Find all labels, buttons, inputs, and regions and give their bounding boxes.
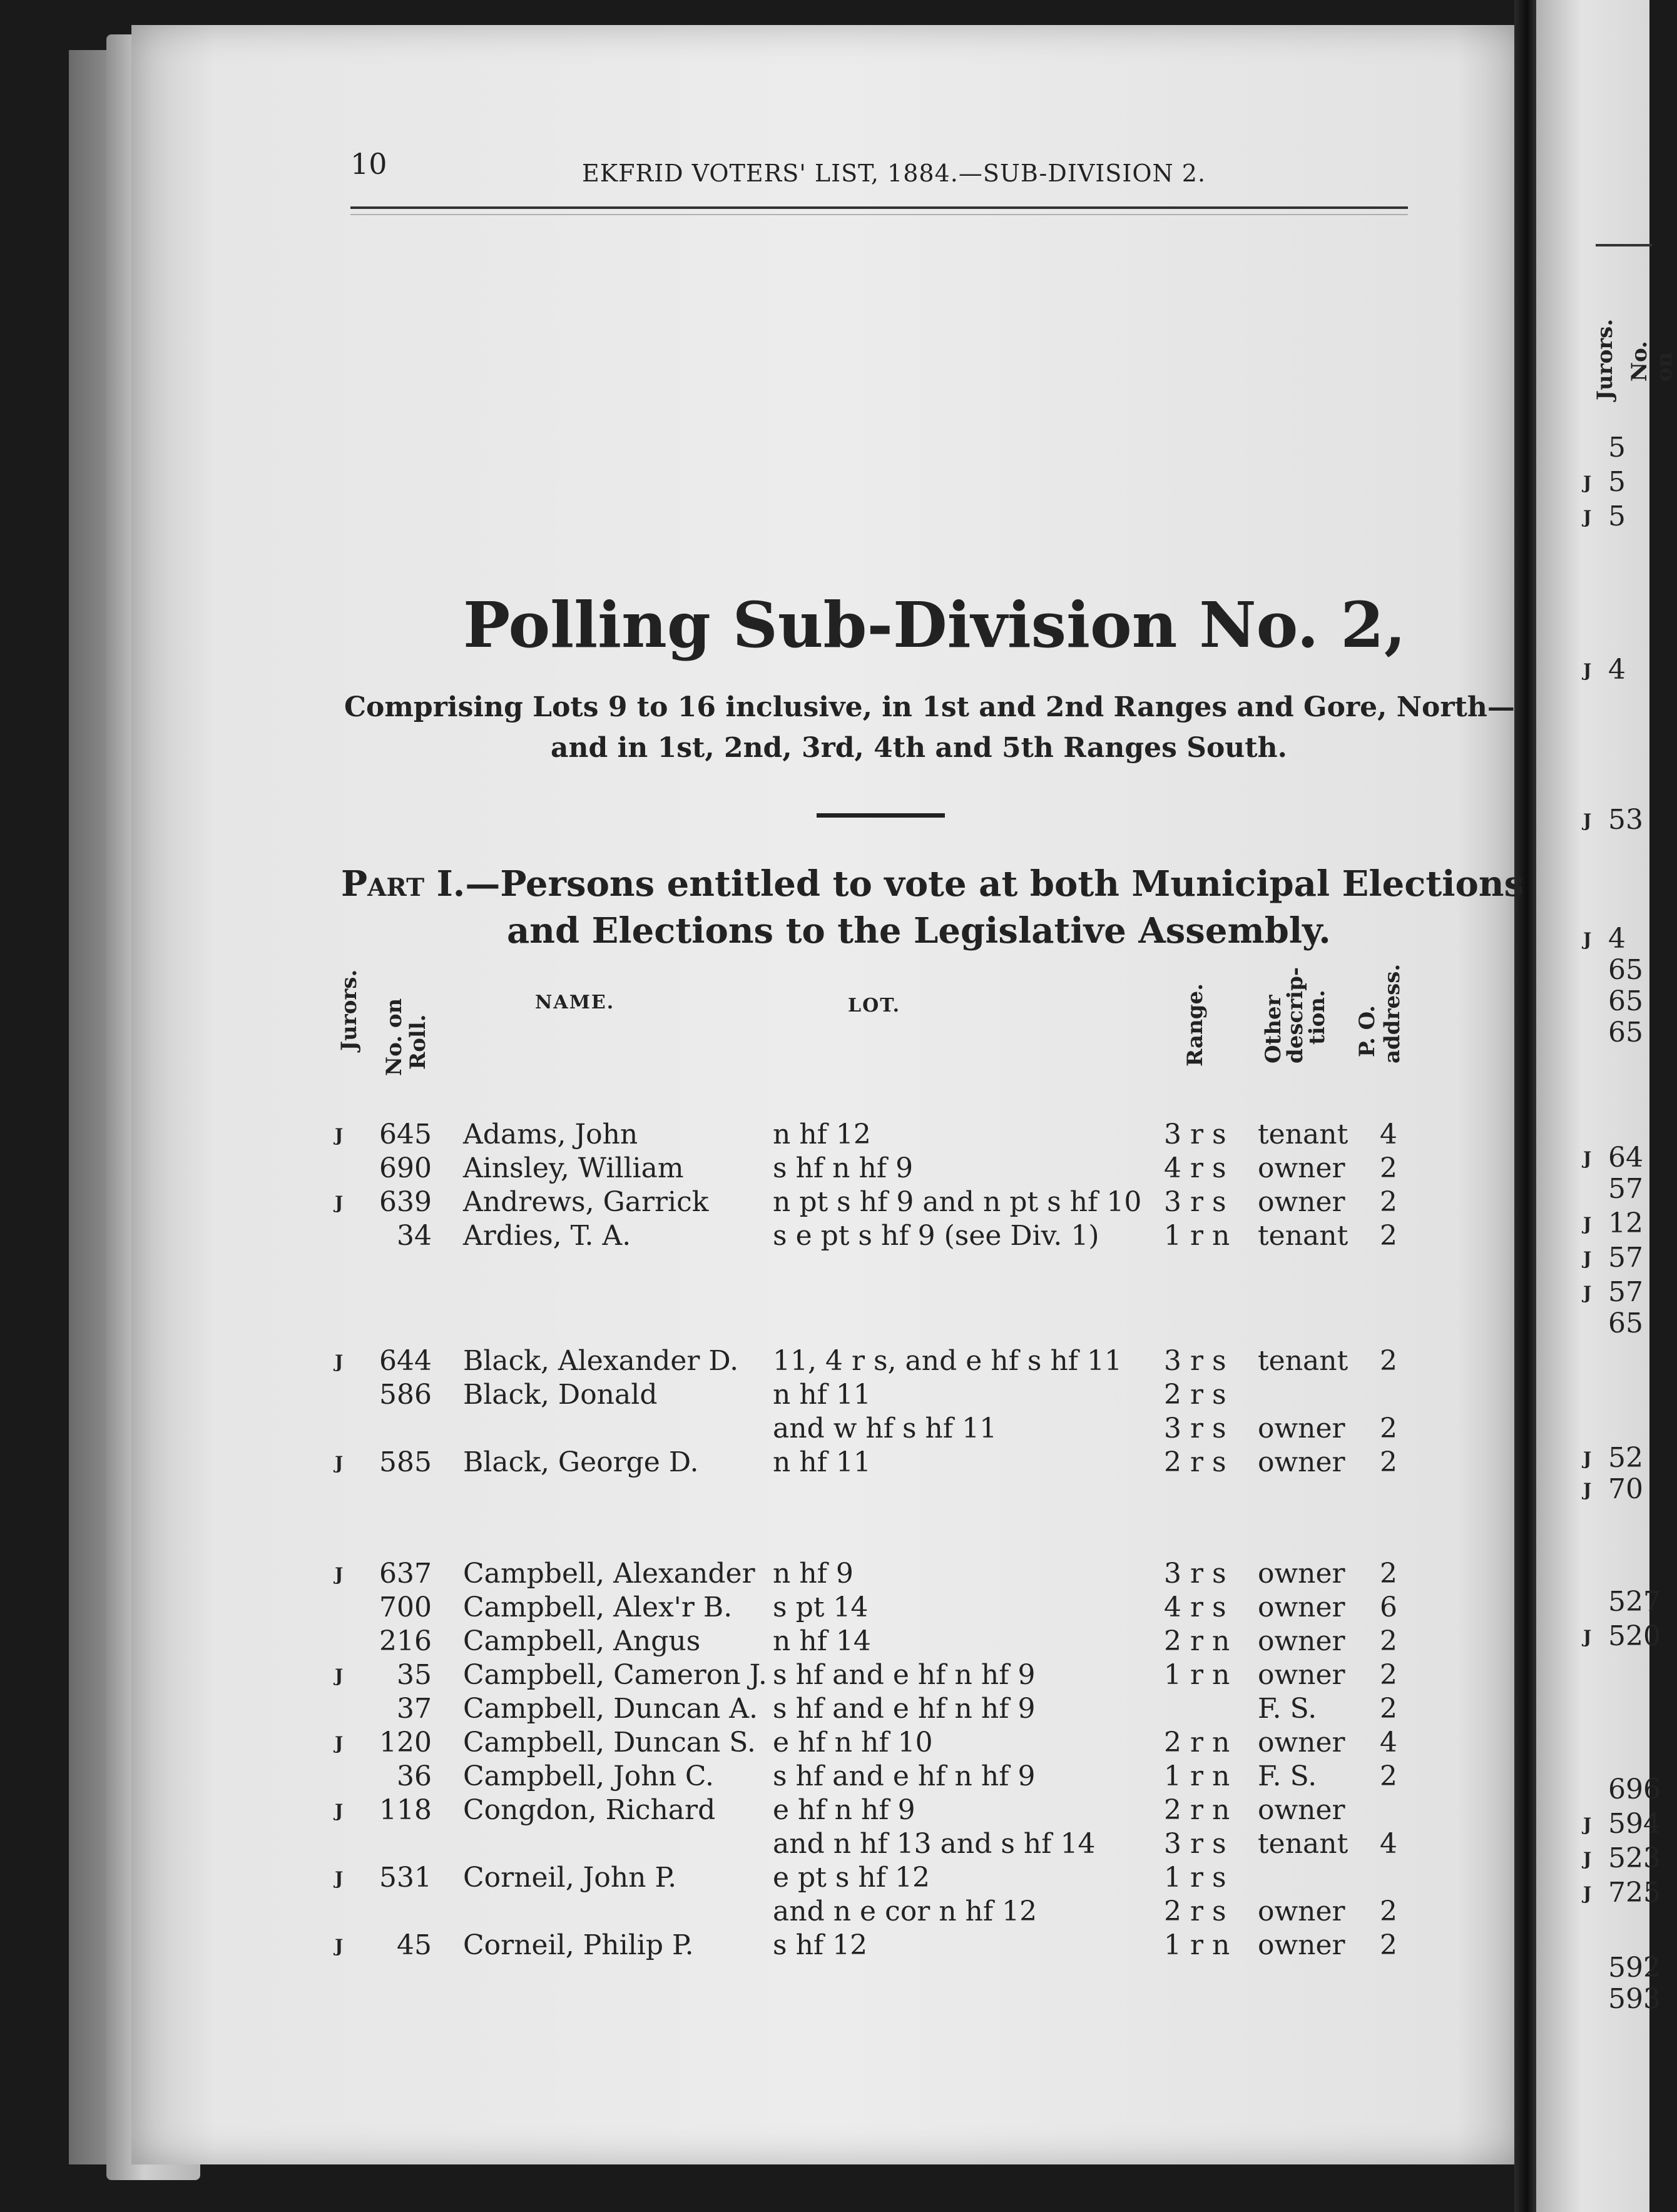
po-address: 2: [1380, 1625, 1397, 1657]
other-description: owner: [1258, 1413, 1345, 1444]
roll-number: 120: [379, 1727, 432, 1758]
lot-description: s e pt s hf 9 (see Div. 1): [773, 1220, 1099, 1252]
col-header-range: Range.: [1183, 983, 1208, 1067]
range-value: 3 r s: [1164, 1558, 1226, 1590]
juror-mark: J: [335, 1453, 344, 1473]
roll-number-fragment: 696: [1608, 1773, 1661, 1805]
juror-mark: J: [335, 1192, 344, 1213]
voter-name: Campbell, Cameron J.: [463, 1659, 767, 1691]
voter-name: Campbell, John C.: [463, 1760, 714, 1792]
col-header-no-on-roll-2: Roll.: [405, 1014, 431, 1070]
section-divider: [817, 813, 945, 818]
roll-number: 118: [379, 1794, 432, 1826]
lot-description: n hf 11: [773, 1379, 871, 1411]
page-title: Polling Sub-Division No. 2,: [463, 588, 1406, 662]
part-heading-line-1: [341, 863, 1524, 905]
po-address: 2: [1380, 1895, 1397, 1927]
juror-mark: J: [1583, 1883, 1592, 1904]
roll-number: 586: [379, 1379, 432, 1411]
juror-mark: J: [335, 1800, 344, 1821]
voter-name: Black, Alexander D.: [463, 1345, 739, 1377]
voter-name: Congdon, Richard: [463, 1794, 716, 1826]
roll-number-fragment: 57: [1608, 1276, 1643, 1308]
roll-number: 34: [397, 1220, 432, 1252]
voter-name: Corneil, Philip P.: [463, 1929, 694, 1961]
lot-description: e pt s hf 12: [773, 1862, 930, 1894]
lot-description: n hf 14: [773, 1625, 871, 1657]
lot-description: s hf 12: [773, 1929, 868, 1961]
lot-description: e hf n hf 9: [773, 1794, 915, 1826]
po-address: 4: [1380, 1727, 1397, 1758]
col-header-po-2: address.: [1380, 963, 1405, 1063]
roll-number: 531: [379, 1862, 432, 1894]
range-value: 4 r s: [1164, 1591, 1226, 1623]
lot-description: n hf 12: [773, 1119, 871, 1150]
range-value: 2 r n: [1164, 1727, 1230, 1758]
col-header-po-1: P. O.: [1355, 1005, 1380, 1057]
roll-number-fragment: 64: [1608, 1142, 1643, 1174]
range-value: 3 r s: [1164, 1413, 1226, 1444]
lot-description: s pt 14: [773, 1591, 869, 1623]
po-address: 2: [1380, 1760, 1397, 1792]
juror-mark: J: [335, 1125, 344, 1145]
other-description: owner: [1258, 1895, 1345, 1927]
voter-name: Black, George D.: [463, 1446, 699, 1478]
roll-number-fragment: 65: [1608, 1307, 1643, 1339]
voter-name: Ardies, T. A.: [463, 1220, 631, 1252]
other-description: tenant: [1258, 1119, 1348, 1150]
lot-description: n pt s hf 9 and n pt s hf 10: [773, 1186, 1142, 1218]
range-value: 1 r n: [1164, 1220, 1230, 1252]
po-address: 4: [1380, 1119, 1397, 1150]
juror-mark: J: [1583, 1849, 1592, 1869]
po-address: 2: [1380, 1446, 1397, 1478]
roll-number: 645: [379, 1119, 432, 1150]
roll-number: 37: [397, 1693, 432, 1725]
other-description: owner: [1258, 1446, 1345, 1478]
range-value: 2 r n: [1164, 1794, 1230, 1826]
roll-number: 644: [379, 1345, 432, 1377]
roll-number-fragment: 57: [1608, 1173, 1643, 1205]
roll-number-fragment: 5: [1608, 432, 1626, 464]
running-title: EKFRID VOTERS' LIST, 1884.—SUB-DIVISION 2.: [582, 160, 1206, 187]
roll-number: 216: [379, 1625, 432, 1657]
roll-number: 35: [397, 1659, 432, 1691]
lot-description: s hf and e hf n hf 9: [773, 1760, 1036, 1792]
po-address: 2: [1380, 1929, 1397, 1961]
other-description: owner: [1258, 1152, 1345, 1184]
juror-mark: J: [1583, 1479, 1592, 1500]
range-value: 3 r s: [1164, 1828, 1226, 1860]
range-value: 3 r s: [1164, 1186, 1226, 1218]
lot-description: 11, 4 r s, and e hf s hf 11: [773, 1345, 1123, 1377]
subtitle-line-2: and in 1st, 2nd, 3rd, 4th and 5th Ranges South.: [551, 732, 1287, 764]
other-description: owner: [1258, 1591, 1345, 1623]
range-value: 2 r s: [1164, 1379, 1226, 1411]
other-description: tenant: [1258, 1345, 1348, 1377]
part-heading-line-2: and Elections to the Legislative Assembly.: [507, 910, 1331, 951]
col-header-lot: LOT.: [848, 995, 901, 1017]
juror-mark: J: [1583, 1148, 1592, 1169]
other-description: owner: [1258, 1794, 1345, 1826]
lot-description: and w hf s hf 11: [773, 1413, 997, 1444]
book-gutter: [1514, 0, 1539, 2212]
po-address: 2: [1380, 1186, 1397, 1218]
roll-number: 639: [379, 1186, 432, 1218]
roll-number: 637: [379, 1558, 432, 1590]
voter-name: Black, Donald: [463, 1379, 658, 1411]
roll-number-fragment: 70: [1608, 1473, 1643, 1505]
voter-name: Ainsley, William: [463, 1152, 684, 1184]
range-value: 2 r s: [1164, 1895, 1226, 1927]
roll-number: 585: [379, 1446, 432, 1478]
roll-number-fragment: 523: [1608, 1842, 1661, 1874]
voter-name: Campbell, Duncan S.: [463, 1727, 756, 1758]
po-address: 4: [1380, 1828, 1397, 1860]
other-description: owner: [1258, 1625, 1345, 1657]
col-header-name: NAME.: [535, 992, 615, 1013]
po-address: 2: [1380, 1220, 1397, 1252]
lot-description: n hf 9: [773, 1558, 854, 1590]
other-description: owner: [1258, 1186, 1345, 1218]
juror-mark: J: [1583, 1248, 1592, 1269]
other-description: tenant: [1258, 1828, 1348, 1860]
roll-number-fragment: 593: [1608, 1983, 1661, 2015]
roll-number-fragment: 725: [1608, 1877, 1661, 1909]
lot-description: and n e cor n hf 12: [773, 1895, 1037, 1927]
lot-description: s hf and e hf n hf 9: [773, 1659, 1036, 1691]
juror-mark: J: [1583, 1626, 1592, 1647]
roll-number-fragment: 594: [1608, 1808, 1661, 1840]
col-header-no-on-roll-1: No. on: [382, 998, 407, 1076]
juror-mark: J: [1583, 929, 1592, 950]
range-value: 3 r s: [1164, 1119, 1226, 1150]
voter-name: Adams, John: [463, 1119, 638, 1150]
part-label: Part I.: [341, 863, 466, 905]
roll-number-fragment: 65: [1608, 1017, 1643, 1048]
lot-description: s hf n hf 9: [773, 1152, 914, 1184]
other-description: owner: [1258, 1929, 1345, 1961]
roll-number-fragment: 5: [1608, 500, 1626, 532]
lot-description: e hf n hf 10: [773, 1727, 933, 1758]
juror-mark: J: [335, 1351, 344, 1372]
other-description: owner: [1258, 1727, 1345, 1758]
roll-number-fragment: 520: [1608, 1620, 1661, 1652]
voter-name: Campbell, Alexander: [463, 1558, 755, 1590]
range-value: 1 r n: [1164, 1929, 1230, 1961]
voter-name: Campbell, Angus: [463, 1625, 701, 1657]
range-value: 4 r s: [1164, 1152, 1226, 1184]
col-header-other-1: Other: [1261, 995, 1286, 1063]
range-value: 1 r n: [1164, 1760, 1230, 1792]
header-rule-faint: [350, 214, 1408, 215]
other-description: owner: [1258, 1659, 1345, 1691]
juror-mark: J: [1583, 472, 1592, 493]
roll-number: 36: [397, 1760, 432, 1792]
col-header-other-2: descrip-: [1283, 967, 1308, 1063]
roll-number-fragment: 5: [1608, 466, 1626, 498]
juror-mark: J: [1583, 1448, 1592, 1469]
page-number: 10: [350, 147, 387, 181]
other-description: F. S.: [1258, 1760, 1317, 1792]
roll-number-fragment: 592: [1608, 1952, 1661, 1984]
juror-mark: J: [1583, 507, 1592, 527]
other-description: F. S.: [1258, 1693, 1317, 1725]
juror-mark: J: [1583, 1214, 1592, 1234]
voter-name: Campbell, Alex'r B.: [463, 1591, 733, 1623]
roll-number-fragment: 12: [1608, 1207, 1643, 1239]
juror-mark: J: [1583, 810, 1592, 831]
right-page-rule: [1596, 244, 1652, 246]
roll-number-fragment: 527: [1608, 1586, 1661, 1618]
juror-mark: J: [335, 1868, 344, 1889]
juror-mark: J: [335, 1936, 344, 1956]
range-value: 2 r s: [1164, 1446, 1226, 1478]
lot-description: s hf and e hf n hf 9: [773, 1693, 1036, 1725]
col-header-jurors: Jurors.: [337, 969, 362, 1051]
range-value: 1 r n: [1164, 1659, 1230, 1691]
voter-name: Campbell, Duncan A.: [463, 1693, 758, 1725]
po-address: 2: [1380, 1558, 1397, 1590]
roll-number-fragment: 65: [1608, 954, 1643, 986]
po-address: 2: [1380, 1345, 1397, 1377]
po-address: 2: [1380, 1413, 1397, 1444]
roll-number-fragment: 57: [1608, 1242, 1643, 1274]
part-heading-text: —Persons entitled to vote at both Municipal Elections: [465, 863, 1524, 905]
po-address: 2: [1380, 1659, 1397, 1691]
roll-number-fragment: 53: [1608, 804, 1643, 836]
col-header-other-3: tion.: [1305, 990, 1330, 1045]
lot-description: and n hf 13 and s hf 14: [773, 1828, 1096, 1860]
po-address: 6: [1380, 1591, 1397, 1623]
other-description: tenant: [1258, 1220, 1348, 1252]
subtitle-line-1: Comprising Lots 9 to 16 inclusive, in 1st and 2nd Ranges and Gore, North—: [344, 691, 1515, 723]
right-col-header-jurors: Jurors.: [1593, 318, 1618, 400]
juror-mark: J: [1583, 660, 1592, 681]
roll-number-fragment: 52: [1608, 1442, 1643, 1474]
range-value: 2 r n: [1164, 1625, 1230, 1657]
juror-mark: J: [335, 1665, 344, 1686]
other-description: owner: [1258, 1558, 1345, 1590]
roll-number-fragment: 65: [1608, 985, 1643, 1017]
juror-mark: J: [1583, 1282, 1592, 1303]
roll-number-fragment: 4: [1608, 923, 1626, 955]
lot-description: n hf 11: [773, 1446, 871, 1478]
right-col-header-no: No. on: [1627, 341, 1677, 382]
roll-number: 690: [379, 1152, 432, 1184]
range-value: 1 r s: [1164, 1862, 1226, 1894]
range-value: 3 r s: [1164, 1345, 1226, 1377]
juror-mark: J: [1583, 1814, 1592, 1835]
po-address: 2: [1380, 1693, 1397, 1725]
header-rule: [350, 206, 1408, 209]
roll-number: 45: [397, 1929, 432, 1961]
po-address: 2: [1380, 1152, 1397, 1184]
juror-mark: J: [335, 1733, 344, 1753]
juror-mark: J: [335, 1564, 344, 1585]
roll-number-fragment: 4: [1608, 654, 1626, 686]
roll-number: 700: [379, 1591, 432, 1623]
voter-name: Andrews, Garrick: [463, 1186, 709, 1218]
voter-name: Corneil, John P.: [463, 1862, 677, 1894]
